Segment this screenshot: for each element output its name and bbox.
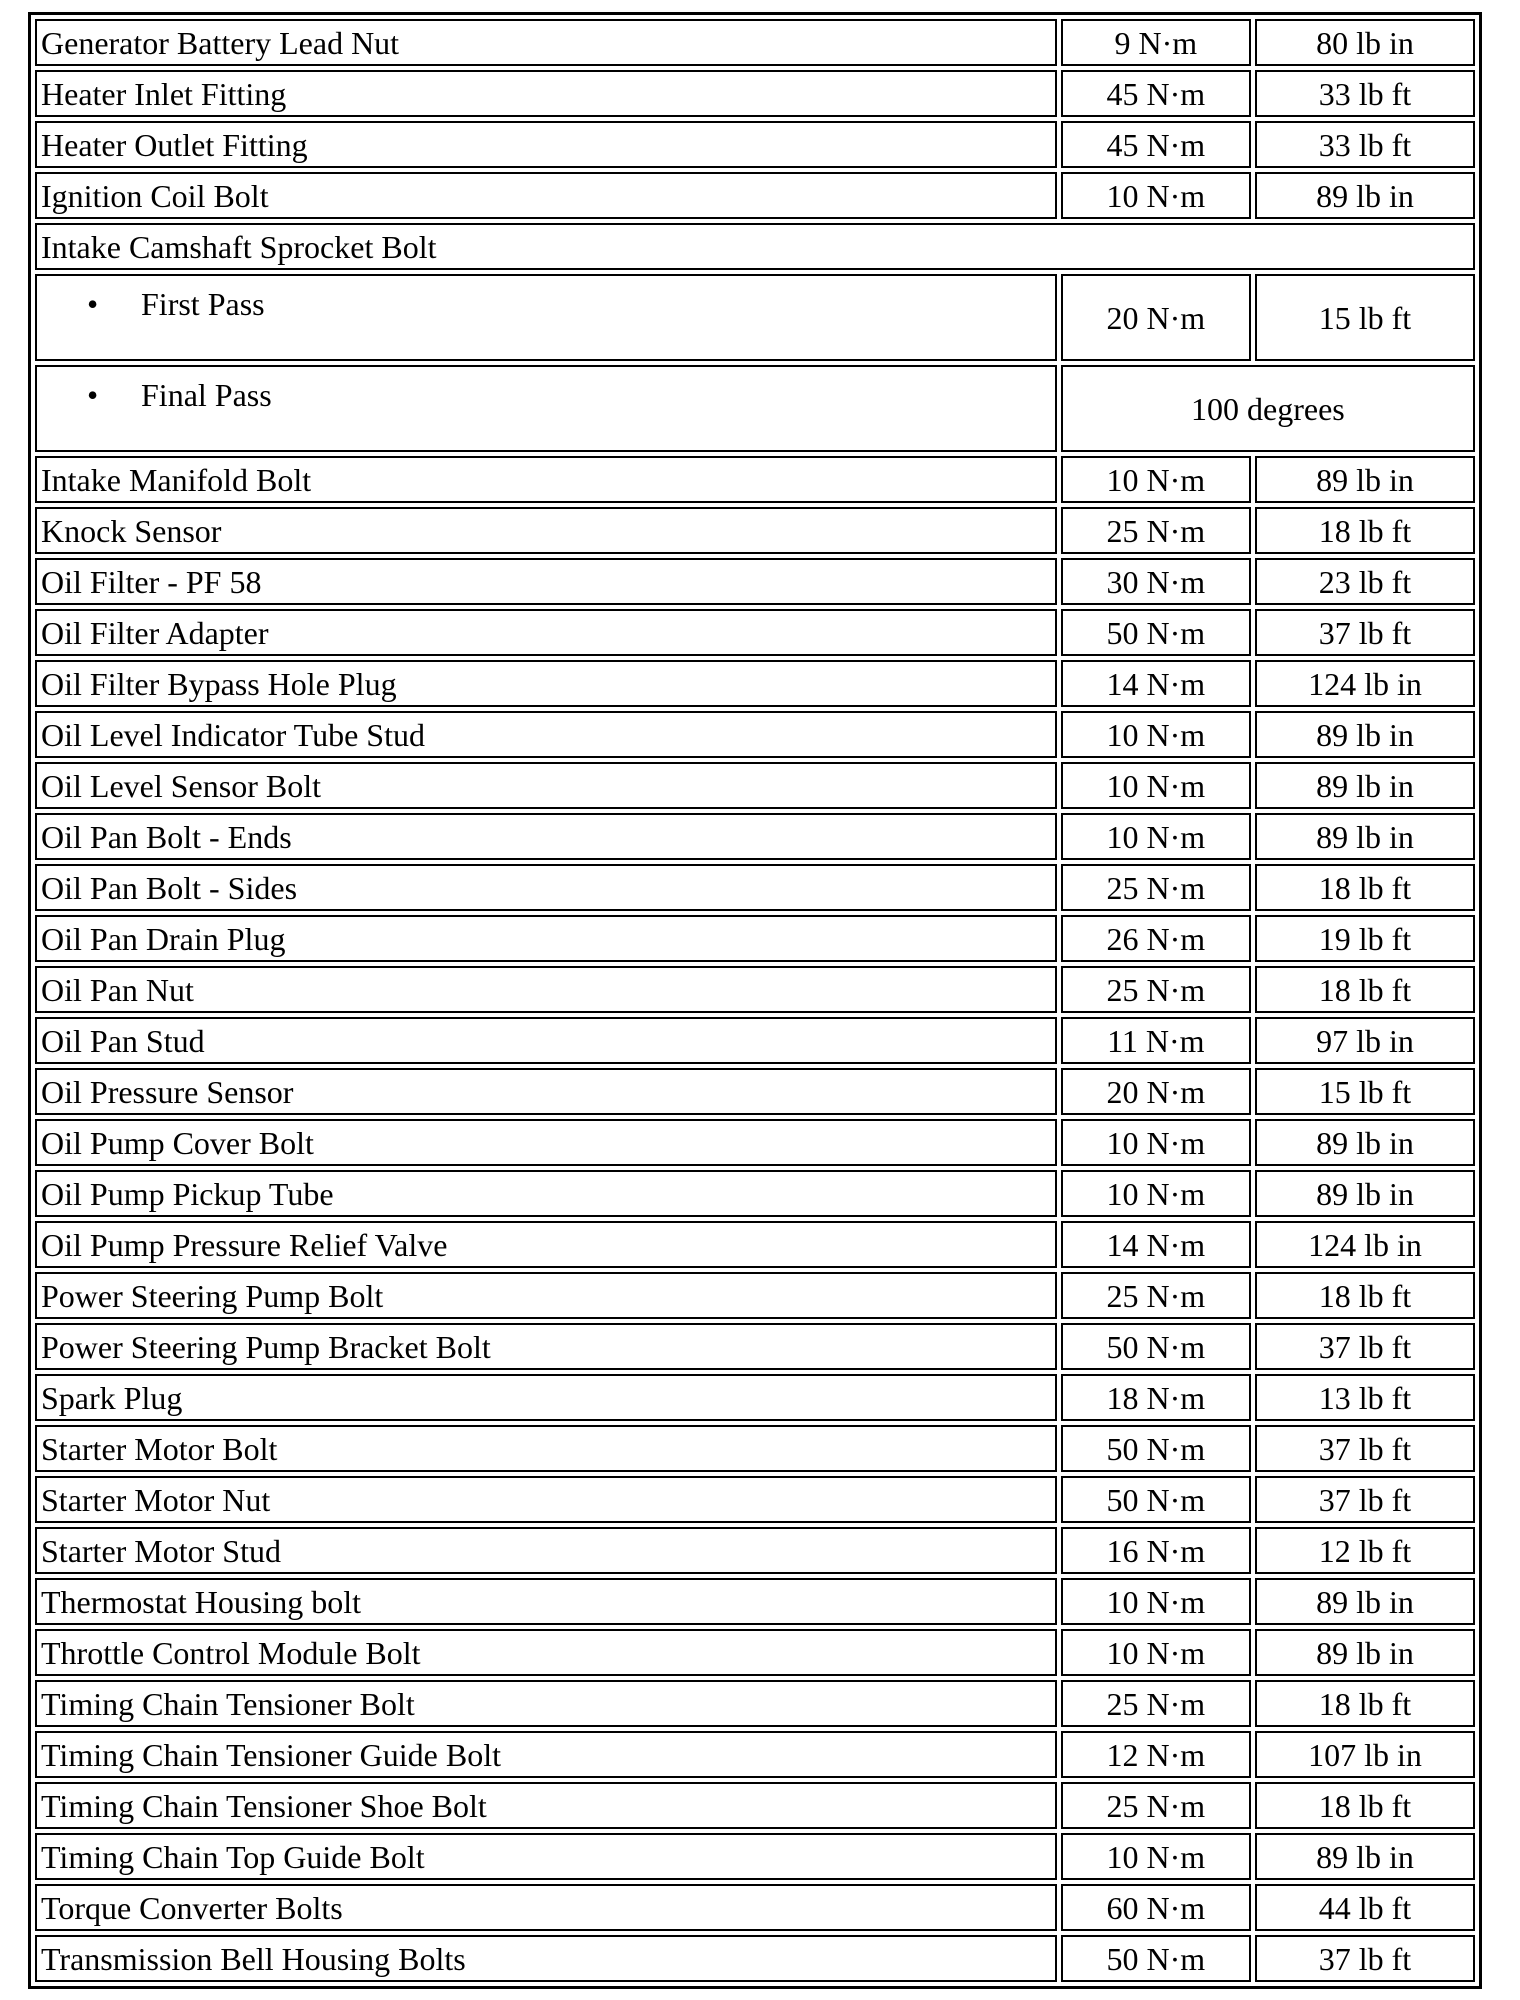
metric-cell: 11 N·m [1061, 1017, 1251, 1064]
table-row [33, 68, 1477, 119]
english-cell: 18 lb ft [1255, 1272, 1475, 1319]
table-row [33, 1729, 1477, 1780]
item-cell: Oil Pressure Sensor [35, 1068, 1057, 1115]
metric-cell: 45 N·m [1061, 121, 1251, 168]
metric-cell: 50 N·m [1061, 609, 1251, 656]
metric-cell: 10 N·m [1061, 456, 1251, 503]
item-cell: Torque Converter Bolts [35, 1884, 1057, 1931]
metric-cell: 10 N·m [1061, 1629, 1251, 1676]
metric-cell: 14 N·m [1061, 660, 1251, 707]
item-cell: Oil Pan Drain Plug [35, 915, 1057, 962]
metric-cell: 10 N·m [1061, 762, 1251, 809]
metric-cell: 14 N·m [1061, 1221, 1251, 1268]
english-cell: 37 lb ft [1255, 1323, 1475, 1370]
metric-cell: 25 N·m [1061, 1782, 1251, 1829]
english-cell: 15 lb ft [1255, 274, 1475, 361]
torque-spec-table [28, 12, 1482, 1989]
item-cell: Oil Pan Bolt - Ends [35, 813, 1057, 860]
english-cell: 37 lb ft [1255, 1935, 1475, 1982]
metric-cell: 18 N·m [1061, 1374, 1251, 1421]
english-cell: 97 lb in [1255, 1017, 1475, 1064]
table-row [33, 1474, 1477, 1525]
english-cell: 33 lb ft [1255, 70, 1475, 117]
metric-cell: 10 N·m [1061, 711, 1251, 758]
table-row [33, 454, 1477, 505]
item-cell: Starter Motor Nut [35, 1476, 1057, 1523]
table-row [33, 505, 1477, 556]
table-row [33, 811, 1477, 862]
metric-cell: 10 N·m [1061, 1119, 1251, 1166]
item-cell: Timing Chain Tensioner Shoe Bolt [35, 1782, 1057, 1829]
table-row [33, 1066, 1477, 1117]
english-cell: 23 lb ft [1255, 558, 1475, 605]
table-row [33, 1168, 1477, 1219]
table-row [33, 1780, 1477, 1831]
item-cell: Oil Level Sensor Bolt [35, 762, 1057, 809]
english-cell: 89 lb in [1255, 456, 1475, 503]
metric-cell: 25 N·m [1061, 1680, 1251, 1727]
english-cell: 124 lb in [1255, 1221, 1475, 1268]
table-row [33, 964, 1477, 1015]
item-cell: Heater Outlet Fitting [35, 121, 1057, 168]
item-cell: Power Steering Pump Bolt [35, 1272, 1057, 1319]
metric-cell: 9 N·m [1061, 19, 1251, 66]
metric-cell: 25 N·m [1061, 864, 1251, 911]
metric-cell: 60 N·m [1061, 1884, 1251, 1931]
english-cell: 124 lb in [1255, 660, 1475, 707]
item-cell: Starter Motor Stud [35, 1527, 1057, 1574]
table-row [33, 363, 1477, 454]
table-row [33, 1117, 1477, 1168]
item-cell: Oil Pump Pressure Relief Valve [35, 1221, 1057, 1268]
english-cell: 37 lb ft [1255, 1476, 1475, 1523]
item-cell: Timing Chain Tensioner Guide Bolt [35, 1731, 1057, 1778]
metric-cell: 10 N·m [1061, 1170, 1251, 1217]
item-cell: Oil Level Indicator Tube Stud [35, 711, 1057, 758]
item-cell: Starter Motor Bolt [35, 1425, 1057, 1472]
metric-cell: 25 N·m [1061, 966, 1251, 1013]
table-row [33, 1270, 1477, 1321]
english-cell: 89 lb in [1255, 172, 1475, 219]
table-row [33, 1423, 1477, 1474]
english-cell: 12 lb ft [1255, 1527, 1475, 1574]
item-cell: Knock Sensor [35, 507, 1057, 554]
bulleted-item [41, 379, 272, 411]
table-row [33, 1321, 1477, 1372]
english-cell: 80 lb in [1255, 19, 1475, 66]
item-cell: Heater Inlet Fitting [35, 70, 1057, 117]
section-heading-cell: Intake Camshaft Sprocket Bolt [35, 223, 1475, 270]
metric-cell: 50 N·m [1061, 1476, 1251, 1523]
english-cell: 89 lb in [1255, 711, 1475, 758]
table-row [33, 1525, 1477, 1576]
item-cell: Timing Chain Top Guide Bolt [35, 1833, 1057, 1880]
item-cell: Oil Filter Bypass Hole Plug [35, 660, 1057, 707]
metric-cell: 12 N·m [1061, 1731, 1251, 1778]
metric-cell: 10 N·m [1061, 172, 1251, 219]
english-cell: 89 lb in [1255, 1578, 1475, 1625]
item-cell: Power Steering Pump Bracket Bolt [35, 1323, 1057, 1370]
item-cell: Intake Manifold Bolt [35, 456, 1057, 503]
item-cell [35, 365, 1057, 452]
metric-cell: 45 N·m [1061, 70, 1251, 117]
table-row [33, 119, 1477, 170]
item-cell: Oil Pump Pickup Tube [35, 1170, 1057, 1217]
item-cell: Throttle Control Module Bolt [35, 1629, 1057, 1676]
combined-value-cell: 100 degrees [1061, 365, 1475, 452]
english-cell: 33 lb ft [1255, 121, 1475, 168]
table-row [33, 1372, 1477, 1423]
table-row [33, 709, 1477, 760]
item-cell: Oil Filter Adapter [35, 609, 1057, 656]
table-row [33, 607, 1477, 658]
metric-cell: 16 N·m [1061, 1527, 1251, 1574]
table-row [33, 1831, 1477, 1882]
item-label: Final Pass [141, 377, 272, 413]
metric-cell: 50 N·m [1061, 1323, 1251, 1370]
english-cell: 89 lb in [1255, 1833, 1475, 1880]
metric-cell: 25 N·m [1061, 507, 1251, 554]
item-cell: Oil Filter - PF 58 [35, 558, 1057, 605]
table-row [33, 17, 1477, 68]
item-cell: Oil Pump Cover Bolt [35, 1119, 1057, 1166]
metric-cell: 50 N·m [1061, 1425, 1251, 1472]
item-cell: Generator Battery Lead Nut [35, 19, 1057, 66]
table-row [33, 760, 1477, 811]
item-cell: Ignition Coil Bolt [35, 172, 1057, 219]
table-row [33, 913, 1477, 964]
english-cell: 13 lb ft [1255, 1374, 1475, 1421]
english-cell: 18 lb ft [1255, 1680, 1475, 1727]
table-row [33, 170, 1477, 221]
item-cell: Transmission Bell Housing Bolts [35, 1935, 1057, 1982]
english-cell: 89 lb in [1255, 1119, 1475, 1166]
item-cell: Oil Pan Stud [35, 1017, 1057, 1064]
bullet-icon: • [87, 286, 99, 322]
item-cell: Oil Pan Bolt - Sides [35, 864, 1057, 911]
english-cell: 19 lb ft [1255, 915, 1475, 962]
table-row [33, 272, 1477, 363]
table-row [33, 658, 1477, 709]
metric-cell: 26 N·m [1061, 915, 1251, 962]
english-cell: 18 lb ft [1255, 966, 1475, 1013]
table-row [33, 1219, 1477, 1270]
table-row [33, 862, 1477, 913]
english-cell: 37 lb ft [1255, 609, 1475, 656]
english-cell: 107 lb in [1255, 1731, 1475, 1778]
table-row [33, 1576, 1477, 1627]
english-cell: 89 lb in [1255, 762, 1475, 809]
metric-cell: 20 N·m [1061, 1068, 1251, 1115]
bulleted-item [41, 288, 265, 320]
table-row [33, 221, 1477, 272]
item-label: First Pass [141, 286, 265, 322]
english-cell: 89 lb in [1255, 1170, 1475, 1217]
metric-cell: 20 N·m [1061, 274, 1251, 361]
table-row [33, 1933, 1477, 1984]
item-cell: Thermostat Housing bolt [35, 1578, 1057, 1625]
english-cell: 18 lb ft [1255, 1782, 1475, 1829]
english-cell: 37 lb ft [1255, 1425, 1475, 1472]
table-row [33, 1882, 1477, 1933]
english-cell: 89 lb in [1255, 1629, 1475, 1676]
metric-cell: 25 N·m [1061, 1272, 1251, 1319]
english-cell: 18 lb ft [1255, 507, 1475, 554]
english-cell: 15 lb ft [1255, 1068, 1475, 1115]
metric-cell: 10 N·m [1061, 813, 1251, 860]
item-cell: Spark Plug [35, 1374, 1057, 1421]
table-row [33, 1015, 1477, 1066]
english-cell: 89 lb in [1255, 813, 1475, 860]
metric-cell: 10 N·m [1061, 1578, 1251, 1625]
metric-cell: 30 N·m [1061, 558, 1251, 605]
item-cell: Timing Chain Tensioner Bolt [35, 1680, 1057, 1727]
item-cell: Oil Pan Nut [35, 966, 1057, 1013]
english-cell: 18 lb ft [1255, 864, 1475, 911]
item-cell [35, 274, 1057, 361]
english-cell: 44 lb ft [1255, 1884, 1475, 1931]
table-row [33, 1678, 1477, 1729]
metric-cell: 50 N·m [1061, 1935, 1251, 1982]
metric-cell: 10 N·m [1061, 1833, 1251, 1880]
table-row [33, 556, 1477, 607]
bullet-icon: • [87, 377, 99, 413]
table-row [33, 1627, 1477, 1678]
